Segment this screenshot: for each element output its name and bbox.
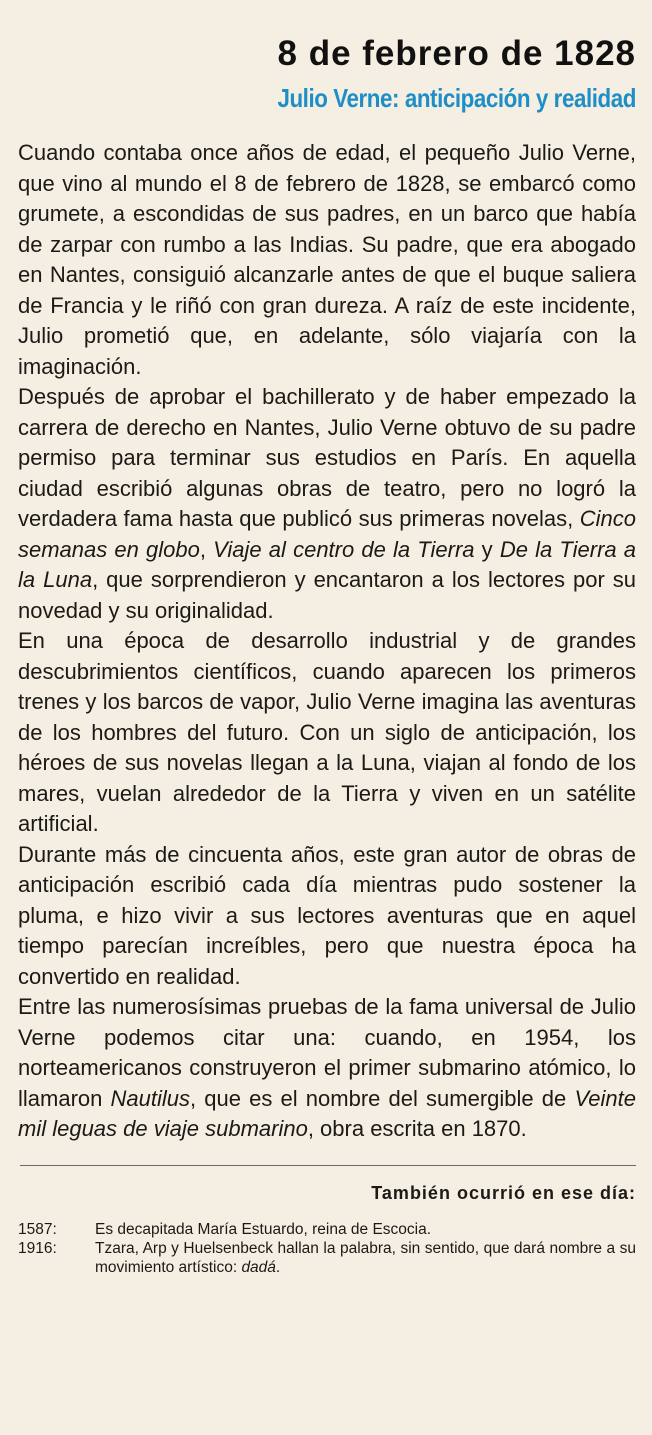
event-description xyxy=(95,1239,636,1277)
page-title-date: 8 de febrero de 1828 xyxy=(277,34,636,73)
paragraph-3 xyxy=(18,626,636,840)
section-divider xyxy=(20,1165,636,1166)
italic-title: De la Tierra a la Luna xyxy=(18,536,637,592)
event-year: 1587: xyxy=(18,1220,57,1238)
article-body xyxy=(18,138,636,1145)
text-run: Durante más de cincuenta años, este gran autor de obras de anticipación escribió cada día mientras pudo sostener la pluma, e hizo vivir a sus lectores aventuras que en aquel tiempo parecían increíbles, pero que nuestra época ha convertido en realidad. xyxy=(18,841,636,989)
text-run: Cuando contaba once años de edad, el pequeño Julio Verne, que vino al mundo el 8 de febrero de 1828, se embarcó como grumete, a escondidas de sus padres, en un barco que había de zarpar con rumbo a las Indias. Su padre, que era abogado en Nantes, consiguió alcanzarle antes de que el buque saliera de Francia y le riñó con gran dureza. A raíz de este incidente, Julio prometió que, en adelante, sólo viajaría con la imaginación. xyxy=(18,140,636,379)
paragraph-5 xyxy=(18,992,636,1145)
text-run: , obra escrita en 1870. xyxy=(307,1116,527,1141)
italic-title: Cinco semanas en globo xyxy=(18,506,636,562)
paragraph-2 xyxy=(18,382,636,626)
event-item xyxy=(18,1239,636,1277)
text-run: Es decapitada María Estuardo, reina de Escocia. xyxy=(95,1220,432,1238)
text-run: . xyxy=(275,1258,281,1276)
italic-title: Viaje al centro de la Tierra xyxy=(213,536,475,562)
text-run: y xyxy=(474,536,500,562)
text-run: En una época de desarrollo industrial y de grandes descubrimientos científicos, cuando aparecen los primeros trenes y los barcos de vapor, Julio Verne imagina las aventuras de los hombres del futuro. Con un siglo de anticipación, los héroes de sus novelas llegan a la Luna, viajan al fondo de los mares, vuelan alrededor de la Tierra y viven en un satélite artificial. xyxy=(18,628,636,836)
text-run: Tzara, Arp y Huelsenbeck hallan la palabra, sin sentido, que dará nombre a su movimiento artístico: xyxy=(95,1239,636,1276)
text-run: Después de aprobar el bachillerato y de haber empezado la carrera de derecho en Nantes, Julio Verne obtuvo de su padre permiso para terminar sus estudios en París. En aquella ciudad escribió algunas obras de teatro, pero no logró la verdadera fama hasta que publicó sus primeras novelas, xyxy=(18,384,636,531)
text-run: , xyxy=(199,536,214,562)
italic-title: Veinte mil leguas de viaje submarino xyxy=(18,1085,637,1141)
event-year: 1916: xyxy=(18,1239,57,1257)
also-happened-heading: También ocurrió en ese día: xyxy=(371,1182,636,1203)
article-subtitle: Julio Verne: anticipación y realidad xyxy=(277,83,636,113)
event-description xyxy=(95,1220,636,1239)
event-item xyxy=(18,1220,636,1239)
events-list xyxy=(18,1220,636,1277)
italic-title: Nautilus xyxy=(110,1085,191,1111)
text-run: Entre las numerosísimas pruebas de la fama universal de Julio Verne podemos citar una: cuando, en 1954, los norteamericanos construyeron el primer submarino atómico, lo llamaron xyxy=(18,994,636,1111)
paragraph-1 xyxy=(18,138,636,382)
text-run: , que es el nombre del sumergible de xyxy=(190,1085,575,1111)
italic-title: dadá xyxy=(241,1258,276,1276)
text-run: , que sorprendieron y encantaron a los lectores por su novedad y su originalidad. xyxy=(18,567,636,623)
paragraph-4 xyxy=(18,840,636,993)
